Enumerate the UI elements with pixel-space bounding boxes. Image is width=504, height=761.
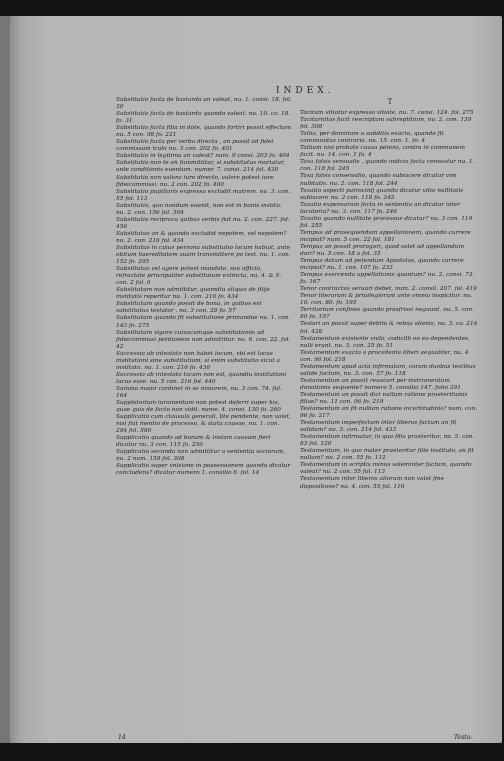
index-column-right — [300, 97, 480, 491]
index-entry: Testamentum existente vnilo, codicilli eo eo dependentes, nulli erunt. nu. 3. con. 25 fo. 51 — [300, 335, 470, 349]
index-entry: Successio ab intestato locum non est, quandiu institutioni locus esse. nu. 5 con. 216 fol. 440 — [116, 371, 287, 385]
index-entry: Testamentum, in quo mater praeteritur filio instituto, an fit nullum? nu. 2 con. 55 fo. 112 — [300, 448, 474, 462]
index-entry: Tempus exercenda appellationis quantum? nu. 2. consi. 73. fo. 167 — [300, 272, 475, 286]
index-entry: Supplicatio quando ad bonam & instam causam fieri dicatur nu. 3 con. 115 fo. 250 — [116, 435, 271, 449]
running-header: INDEX. — [276, 86, 335, 96]
index-entry: Tempus an possit prorogari, quod solet ad appellandum dari? nu. 5 con. 18 a fol. 35 — [300, 243, 465, 257]
index-entry: Substitutio non te an fummittitur, si substitutus moriatur, ante conditionis euentum. numer. 7. consi. 214 fol. 430 — [116, 160, 286, 174]
index-entry: Testamentum an fit nullum ratione incertitudinis? num. con. 96 fo. 217 — [300, 406, 478, 420]
index-entry: Tacitum vitiatur expresso vitiate, nu. 7. consi. 124. fol. 275 — [300, 110, 474, 117]
index-entry: Taxa falsis sensualis , quando indicio facta censeatur nu. 1. con. 118 fol. 245 — [300, 159, 475, 173]
index-entry: Substitutum quando fit substitutione primandae nu. 1. con. 143 fo. 275 — [116, 315, 291, 329]
index-entry: Territorium confines quando prasfrissi neguunt. nu. 5. con. 80 fo. 197 — [300, 307, 475, 321]
index-entry: Testamentum an possit dici nullum ratione praeteritionis filiae? nu. 11 con. 96 fo. 219 — [300, 391, 468, 405]
index-entry: Testamentum apud acta infirmatum, coram duobus testibus valide factum, nu. 3. con. 57 fo. 118 — [300, 363, 476, 377]
index-entry: Taxa falsis consensilio, quando subiacere dicatur vim nullitatis. nu. 2. con. 118 fol. 244 — [300, 173, 457, 187]
index-entry: Testamentum infirmatur, in quo filia praeteritur, nu. 5. con. 83 fol. 120 — [300, 434, 475, 448]
index-entry: Suppletorium iuramentum non potest deferri super his, quae quis de facto non vidit. nume. 4. consi. 130 fo. 260 — [116, 400, 281, 414]
index-entry: Substitutio in legitima an valeat? num. 9 consi. 203 fo. 404 — [116, 153, 290, 160]
index-entry: Substitutio facta per verba directa , an possit ad fidei commissum trahi nu. 3 con. 202 fo. 401 — [116, 139, 274, 153]
index-entry: Substitutio non valens iure directo, valere potest iure fideicommissi. nu. 2 con. 202 fo. 400 — [116, 174, 274, 188]
index-entry: Testamentum inter liberos aliorum non valet fine dispositione? nu. 4. con. 55 fol. 116 — [300, 476, 445, 490]
index-entry: Substitutio facta de bastardo quando valeat. nu. 10. co. 18. fo. 31 — [116, 111, 291, 125]
index-entry: Substitutum quando possit de bona, in quibus est substitutus testator . nu. 3 con. 28 fo. 57 — [116, 301, 262, 315]
index-entry: Substitutio facta filia in dote, quando fortiri possit effectum nu. 5 con. 98 fo. 221 — [116, 125, 292, 139]
index-entry: Tenor contractus seruari debet, num. 2. consil. 207. fol. 419 — [300, 286, 477, 293]
index-entry: Substitutio pupillaris expressa excludit matrem. nu. 3. con. 55 fol. 113 — [116, 188, 291, 202]
index-entry: Supplicatio secunda non admittitur a sententia sociorum, nu. 2 num. 159 fol. 308 — [116, 449, 286, 463]
index-entry: Testari an possit super debito & rebus alienis, nu. 3. co. 214 fol. 428 — [300, 321, 478, 335]
catchword: Testa- — [454, 734, 473, 741]
index-entry: Taciturnitas facit rescriptum subreptitium, nu. 2. con. 139 fol. 308 — [300, 117, 472, 131]
index-entry: Taxatio expensarum facta in sententia an dicatur inter locutoria? nu. 3. con. 117 fo. 246 — [300, 201, 461, 215]
index-entry: Testamentum an possit reuocari per instrumentum donationis sequente? numero 5. consilio 147. folio 291 — [300, 377, 461, 391]
index-entry: Summa maior continet in se minorem, nu. 3 con. 74. fol. 164 — [116, 385, 282, 399]
index-entry: Substitutus vel agere potest mandato, seu officio, refractate principaliter substitutum extincta, nu. 4. & 5. con. 2 fol. 6 — [116, 266, 282, 287]
index-entry: Substitutio reciproca quibus verbis fiat nu. 2. con. 227. fol. 456 — [116, 216, 290, 230]
index-entry: Substitutio, quo nondum euenit, non est in bonis institu. nu. 2. con. 156 fol. 304 — [116, 202, 282, 216]
section-letter: T — [387, 98, 393, 106]
index-entry: Supplicatio cum clausula generali, lite pendente, non valet, nisi fiat mentio de processu, & statu causae, nu. 1. con. 294 fol. 590 — [116, 414, 291, 435]
index-entry: Testamentum exacto a procedente liberi aequaliter, nu. 4. con. 96 fol. 218 — [300, 349, 471, 363]
index-entry: Tempus datum ad petendum Apostolos, quando currere incipiat? nu. 1. con. 107 fo. 233 — [300, 258, 464, 272]
index-entry: Successio ab intestato non habet locum, vbi est locus institutioni sine substitutioni, si enim substitutio sicut a instituto. nu. 1. con. 216 fo. 436 — [116, 350, 280, 371]
index-entry: Taxatio quando nullitate processus dicatur? nu. 3 con. 119 fol. 255 — [300, 215, 473, 229]
index-entry: Substitutio facta de bastardo an valeat, nu. 1. consi. 18. fol. 30 — [116, 97, 292, 111]
index-entry: Tenor literarum & priuilegiorum ante omnia inspicitur. nu. 10. con. 80. fo. 195 — [300, 293, 473, 307]
index-entry: Taxatio aspecti patrocinij quando dicatur vitio nullitatis subiacere nu. 2 con. 118 fo. 245 — [300, 187, 464, 201]
index-entry: Tallia, per dominum a subditis exacta, quando fit communitas contraria. nu. 15. con. 1. fo. 4 — [300, 131, 444, 145]
index-entry: Testamentum in scriptis minus solemniter factum, quando valeat? nu. 2 con. 55 fol. 113 — [300, 462, 472, 476]
index-entry: Testamentum imperfectum inter liberos factum an fit validum? nu. 5. con. 214 fol. 433 — [300, 420, 457, 434]
index-entry: Supplicatio super vnisione in possessionem quando dicatur concludens? dicatur numero 1. consilio 6. fol. 14 — [116, 463, 291, 477]
right-entries — [300, 110, 480, 491]
signature-mark: 14 — [118, 734, 126, 741]
index-entry: Substitutus an & quando excludat nepotem, vel nepotem? nu. 2. con. 216 fol. 434 — [116, 230, 287, 244]
index-column-left — [116, 97, 292, 478]
index-entry: Substitutus in cuius persona substitutio locum habuit, ante obitum haereditatem suam transmittere po test. nu. 1. con. 152 fo. 295 — [116, 244, 291, 266]
index-entry: Tempus ad prosequendum appellationem, quando currere incipiat? num. 5 con. 22 fol. 181 — [300, 229, 471, 243]
index-entry: Substitutum non admittitur, quamdiu aliquis de filijs institutis reperitur nu. 1. con. 216 fo. 434 — [116, 287, 270, 301]
index-entry: Tallium nisi probate causa petens, contra in communem facit. nu. 14. con. 1 fo. 4 — [300, 145, 465, 159]
index-entry: Substitutum vigore cuiuscumque substitutionis ad fideicommissi petitionem non admittitur. nu. 6. con. 22. fol. 42 — [116, 329, 291, 350]
